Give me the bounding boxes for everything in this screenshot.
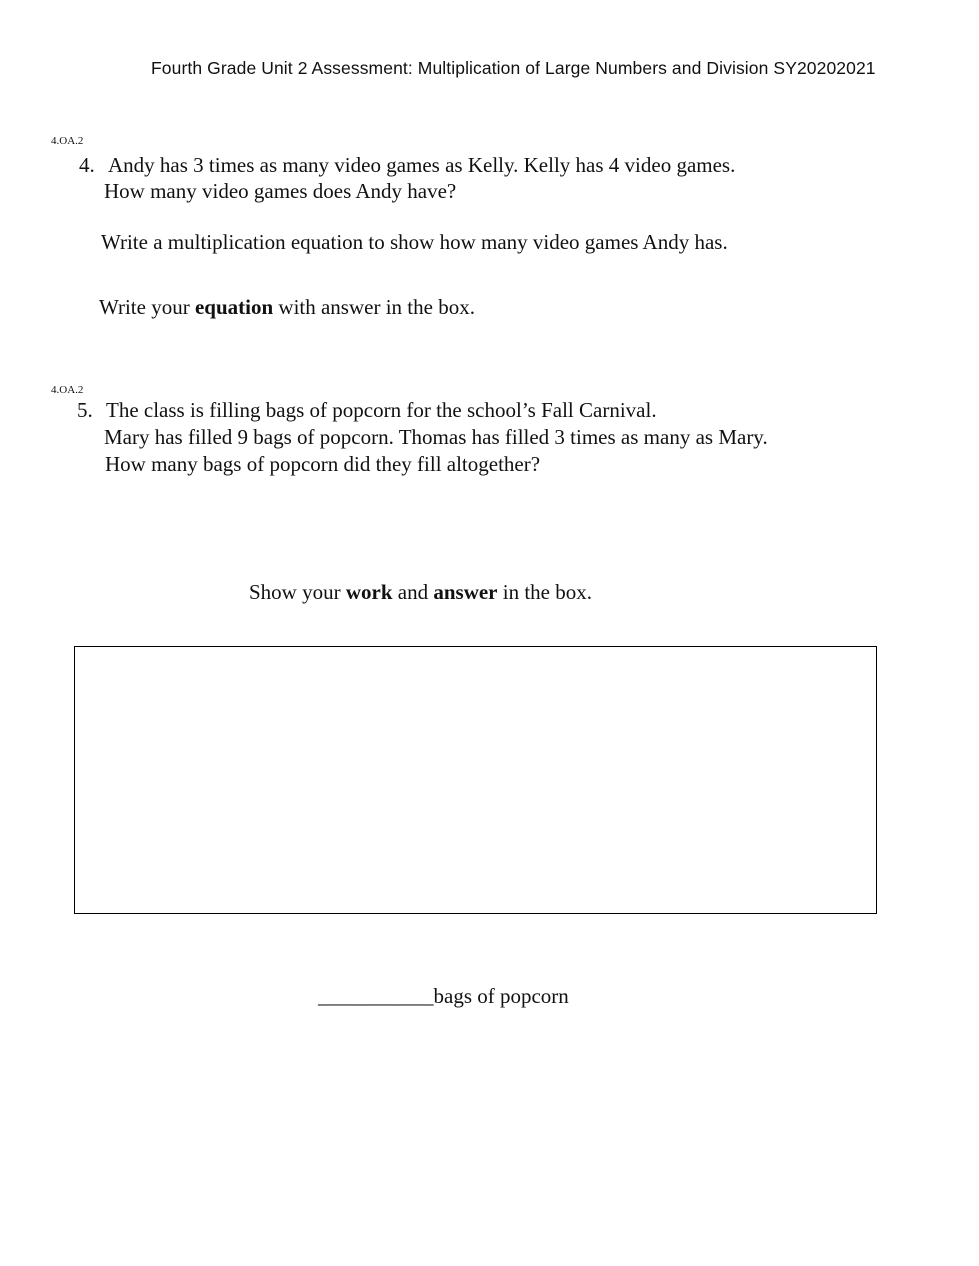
q4-instruction: Write a multiplication equation to show how many video games Andy has. <box>101 230 728 254</box>
q5-answer-line <box>318 983 569 1009</box>
q4-line1: Andy has 3 times as many video games as Kelly. Kelly has 4 video games. <box>108 153 736 177</box>
q5-line1: The class is filling bags of popcorn for the school’s Fall Carnival. <box>106 398 657 422</box>
q4-prompt-before: Write your <box>99 295 195 319</box>
q4-prompt <box>99 294 475 320</box>
q5-number: 5. <box>77 398 93 422</box>
q5-line2: Mary has filled 9 bags of popcorn. Thomas has filled 3 times as many as Mary. <box>104 425 768 449</box>
q5-show-mid: and <box>392 580 434 604</box>
q5-standard: 4.OA.2 <box>51 384 84 396</box>
q5-answer-blank[interactable]: ___________ <box>318 984 434 1008</box>
q5-show-instruction <box>249 579 592 605</box>
q4-number: 4. <box>79 153 95 177</box>
q4-prompt-after: with answer in the box. <box>273 295 475 319</box>
q5-answer-box[interactable] <box>74 646 877 914</box>
q5-show-before: Show your <box>249 580 346 604</box>
q4-prompt-bold: equation <box>194 295 274 319</box>
q5-line3: How many bags of popcorn did they fill altogether? <box>105 452 541 476</box>
q4-line2: How many video games does Andy have? <box>104 179 457 203</box>
q5-show-bold-work: work <box>345 580 393 604</box>
q5-show-after: in the box. <box>497 580 593 604</box>
page-header: Fourth Grade Unit 2 Assessment: Multiplication of Large Numbers and Division SY20202021 <box>151 58 876 78</box>
q4-standard: 4.OA.2 <box>51 135 84 147</box>
q5-answer-unit: bags of popcorn <box>433 984 569 1008</box>
q5-show-bold-answer: answer <box>433 580 498 604</box>
